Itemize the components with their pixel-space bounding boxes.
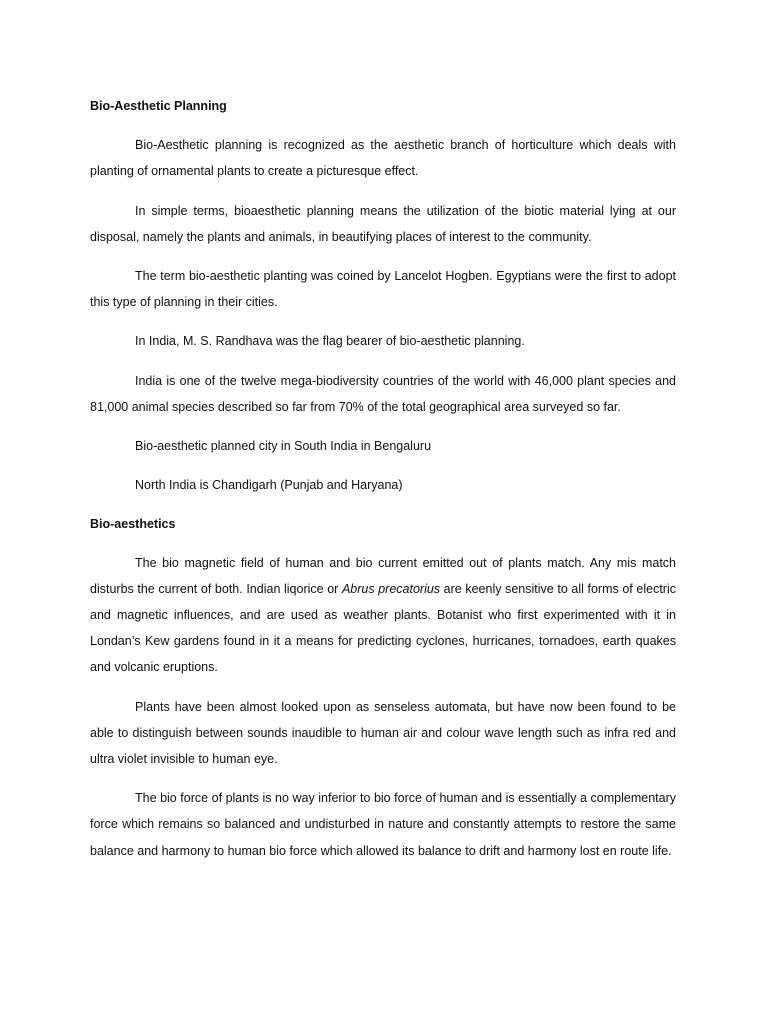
paragraph: Plants have been almost looked upon as senseless automata, but have now been found to be able to distinguish between sounds inaudible to human air and colour wave length such as infra red and ultra violet invisible to human eye. xyxy=(90,699,676,767)
paragraph: India is one of the twelve mega-biodiversity countries of the world with 46,000 plant species and 81,000 animal species described so far from 70% of the total geographical area surveyed so far. xyxy=(90,373,676,414)
paragraph: The term bio-aesthetic planting was coined by Lancelot Hogben. Egyptians were the first to adopt this type of planning in their cities. xyxy=(90,269,676,310)
paragraph-text: are keenly sensitive to all forms of electric and magnetic influences, and are used as weather plants. Botanist who first experimented with it in Londan’s Kew gardens found in it a means for predicting cyclones, hurricanes, tornadoes, earth quakes and volcanic eruptions. xyxy=(90,581,676,675)
section-heading-bio-aesthetic-planning: Bio-Aesthetic Planning xyxy=(90,99,227,113)
paragraph: The bio force of plants is no way inferior to bio force of human and is essentially a complementary force which remains so balanced and undisturbed in nature and constantly attempts to restore the same balance and harmony to human bio force which allowed its balance to drift and harmony lost en route life. xyxy=(90,791,676,858)
paragraph: Bio-aesthetic planned city in South India in Bengaluru xyxy=(135,439,432,454)
species-name-italic: Abrus precatorius xyxy=(341,581,441,596)
section-heading-bio-aesthetics: Bio-aesthetics xyxy=(90,517,176,532)
paragraph: Bio-Aesthetic planning is recognized as the aesthetic branch of horticulture which deals with planting of ornamental plants to create a picturesque effect. xyxy=(90,138,676,179)
paragraph-text: The bio magnetic field of human and bio current emitted out of plants match. Any mis match disturbs the current of both. Indian liqorice or xyxy=(90,555,676,596)
paragraph xyxy=(90,550,676,681)
document-body xyxy=(90,93,676,877)
paragraph: In simple terms, bioaesthetic planning means the utilization of the biotic material lying at our disposal, namely the plants and animals, in beautifying places of interest to the community. xyxy=(90,203,676,244)
paragraph: In India, M. S. Randhava was the flag bearer of bio-aesthetic planning. xyxy=(135,334,525,349)
paragraph: North India is Chandigarh (Punjab and Haryana) xyxy=(135,478,403,493)
